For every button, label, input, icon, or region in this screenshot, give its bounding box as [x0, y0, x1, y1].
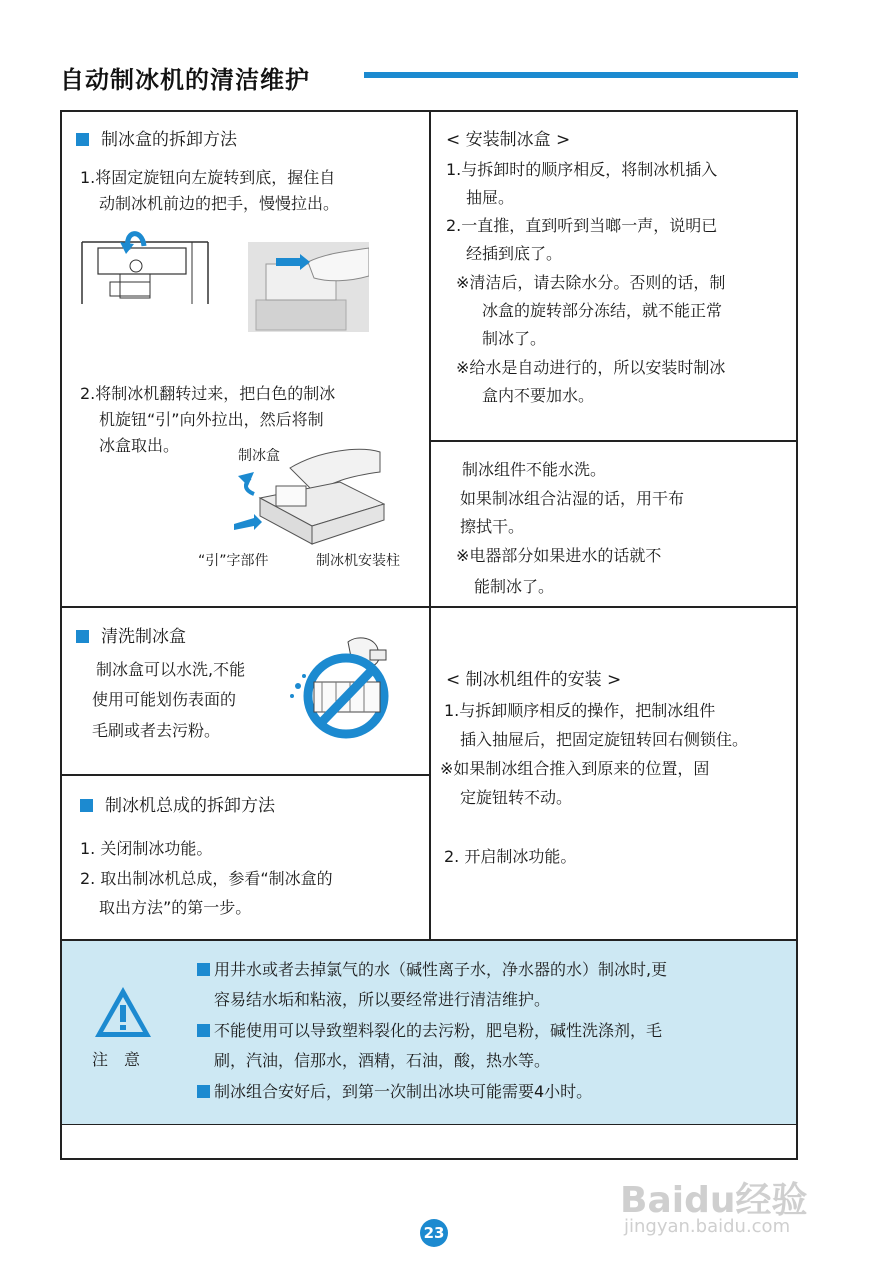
unit-remove-line-1: 1. 关闭制冰功能。: [80, 839, 213, 858]
section-heading-wash: 清洗制冰盒: [76, 623, 186, 651]
ice-maker-flip-illustration: [220, 442, 385, 547]
install-box-line-5: ※清洁后，请去除水分。否则的话，制: [456, 273, 726, 292]
wash-line-2: 使用可能划伤表面的: [92, 690, 237, 709]
label-install-post: 制冰机安装柱: [316, 553, 400, 569]
wash-line-3: 毛刷或者去污粉。: [92, 721, 221, 740]
wash-line-1: 制冰盒可以水洗,不能: [96, 660, 246, 679]
remove-step2-line1: 2.将制冰机翻转过来，把白色的制冰: [80, 384, 336, 403]
no-wash-line-3: 擦拭干。: [460, 517, 525, 536]
install-box-line-3: 2.一直推，直到听到当啷一声，说明已: [446, 216, 718, 235]
unit-install-line-4: 定旋钮转不动。: [460, 788, 573, 807]
remove-step2-line2: 机旋钮“引”向外拉出，然后将制: [99, 410, 324, 429]
caution-label: 注 意: [92, 1050, 141, 1069]
page-number: 23: [420, 1219, 448, 1247]
bullet-square-icon: [76, 630, 89, 643]
unit-install-line-3: ※如果制冰组合推入到原来的位置，固: [440, 759, 710, 778]
install-box-line-1: 1.与拆卸时的顺序相反，将制冰机插入: [446, 160, 718, 179]
column-divider: [429, 110, 431, 941]
bullet-square-icon: [197, 1085, 210, 1098]
row-divider-1: [60, 606, 798, 608]
no-wash-line-5: 能制冰了。: [474, 577, 555, 596]
watermark-brand: Baidu经验: [620, 1180, 808, 1221]
unit-remove-line-3: 取出方法”的第一步。: [99, 898, 252, 917]
section-heading-unit-remove: 制冰机总成的拆卸方法: [80, 792, 275, 820]
unit-remove-line-2: 2. 取出制冰机总成，参看“制冰盒的: [80, 869, 333, 888]
caution-line-5: 制冰组合安好后，到第一次制出冰块可能需要4小时。: [197, 1077, 592, 1107]
drawer-knob-illustration: [80, 222, 210, 306]
install-box-line-2: 抽屉。: [466, 188, 515, 207]
unit-install-heading: < 制冰机组件的安装 >: [446, 670, 622, 690]
no-wash-line-2: 如果制冰组合沾湿的话，用干布: [460, 489, 685, 508]
remove-step1-line1: 1.将固定旋钮向左旋转到底，握住自: [80, 168, 336, 187]
bullet-square-icon: [197, 963, 210, 976]
bullet-square-icon: [76, 133, 89, 146]
warning-triangle-icon: [92, 984, 154, 1040]
install-box-line-8: ※给水是自动进行的，所以安装时制冰: [456, 358, 726, 377]
section-heading-remove-box: 制冰盒的拆卸方法: [76, 126, 237, 154]
unit-install-line-1: 1.与拆卸顺序相反的操作，把制冰组件: [444, 701, 716, 720]
pull-drawer-illustration: [248, 242, 369, 332]
install-box-line-6: 冰盒的旋转部分冻结，就不能正常: [482, 301, 723, 320]
remove-step1-line2: 动制冰机前边的把手，慢慢拉出。: [99, 194, 340, 213]
caution-line-1: 用井水或者去掉氯气的水（碱性离子水，净水器的水）制冰时,更: [197, 955, 667, 985]
install-box-line-9: 盒内不要加水。: [482, 386, 595, 405]
no-wash-line-4: ※电器部分如果进水的话就不: [456, 546, 662, 565]
no-wash-line-1: 制冰组件不能水洗。: [462, 460, 607, 479]
unit-install-line-5: 2. 开启制冰功能。: [444, 847, 577, 866]
page-title: 自动制冰机的清洁维护: [60, 66, 310, 94]
caution-line-4: 刷，汽油，信那水，酒精，石油，酸，热水等。: [214, 1051, 551, 1070]
label-ice-box: 制冰盒: [238, 448, 280, 464]
title-underline: [364, 72, 798, 78]
label-pull-part: “引”字部件: [198, 553, 269, 569]
install-box-heading: < 安装制冰盒 >: [446, 130, 571, 150]
row-divider-left-2: [60, 774, 431, 776]
remove-step2-line3: 冰盒取出。: [99, 436, 180, 455]
caution-line-3: 不能使用可以导致塑料裂化的去污粉，肥皂粉，碱性洗涤剂，毛: [197, 1016, 662, 1046]
bullet-square-icon: [80, 799, 93, 812]
watermark-url: jingyan.baidu.com: [624, 1216, 791, 1237]
install-box-line-7: 制冰了。: [482, 329, 547, 348]
caution-line-2: 容易结水垢和粘液，所以要经常进行清洁维护。: [214, 990, 551, 1009]
unit-install-line-2: 插入抽屉后，把固定旋钮转回右侧锁住。: [460, 730, 749, 749]
bullet-square-icon: [197, 1024, 210, 1037]
row-divider-right-1: [429, 440, 798, 442]
no-brush-prohibition-icon: [286, 628, 394, 740]
install-box-line-4: 经插到底了。: [466, 244, 563, 263]
